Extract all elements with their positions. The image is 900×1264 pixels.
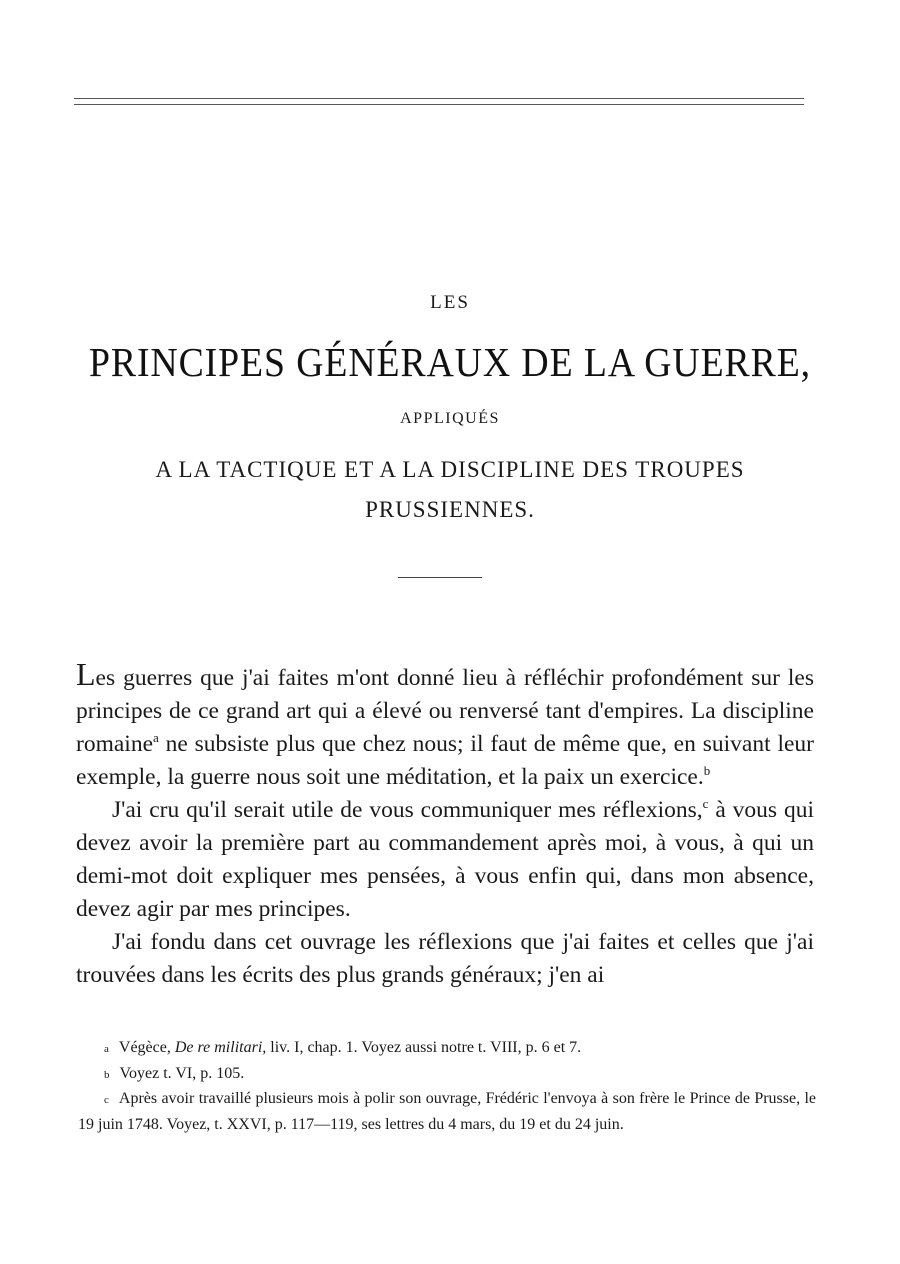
main-text (76, 658, 814, 992)
footnote-c (78, 1087, 816, 1136)
footnote-b-mark: b (104, 1068, 110, 1081)
paragraph-3-text: J'ai fondu dans cet ouvrage les réflexions que j'ai faites et celles que j'ai trouvées dans les écrits des plus grands généraux; j'en ai (76, 929, 814, 988)
paragraph-2-text-a: J'ai cru qu'il serait utile de vous communiquer mes réflexions, (112, 797, 703, 823)
paragraph-1 (76, 658, 814, 794)
paragraph-1-text-a: es guerres que j'ai faites m'ont donné lieu à réfléchir profondément sur les principes de ce grand art qui a élevé ou renversé tant d'empires. La discipline romaine (76, 665, 814, 757)
footnote-ref-b: b (703, 763, 711, 778)
footnote-a-italic-title: De re militari, (174, 1039, 267, 1056)
subtitle-line-1: A LA TACTIQUE ET A LA DISCIPLINE DES TROUPES (155, 457, 745, 482)
header-double-rule (74, 98, 804, 105)
paragraph-1-text-b: ne subsiste plus que chez nous; il faut de même que, en suivant leur exemple, la guerre nous soit une méditation, et la paix un exercice. (76, 731, 814, 790)
footnote-a-text-post: liv. I, chap. 1. Voyez aussi notre t. VIII, p. 6 et 7. (266, 1039, 582, 1056)
footnote-ref-c: c (702, 796, 709, 811)
footnote-a-mark: a (104, 1043, 109, 1055)
title-appliques: APPLIQUÉS (400, 410, 500, 427)
page-title: PRINCIPES GÉNÉRAUX DE LA GUERRE, (88, 339, 812, 385)
footnote-b (78, 1062, 816, 1088)
footnote-c-mark: c (104, 1094, 109, 1106)
title-separator-rule (398, 577, 482, 578)
paragraph-3 (76, 926, 814, 992)
drop-cap: L (76, 656, 96, 692)
footnote-b-text: Voyez t. VI, p. 105. (119, 1064, 245, 1082)
footnote-a-text-pre: Végèce, (118, 1039, 175, 1056)
subtitle-line-2: PRUSSIENNES. (365, 497, 535, 522)
title-article: LES (430, 292, 470, 313)
footnotes (78, 1036, 816, 1136)
footnote-a (78, 1036, 816, 1062)
footnote-c-text: Après avoir travaillé plusieurs mois à polir son ouvrage, Frédéric l'envoya à son frère le Prince de Prusse, le 19 juin 1748. Voyez, t. XXVI, p. 117—119, ses lettres du 4 mars, du 19 et du 24 juin. (78, 1090, 816, 1133)
footnote-ref-a: a (153, 730, 159, 745)
paragraph-2 (76, 794, 814, 926)
paragraph-2-text-b: à vous qui devez avoir la première part au commandement après moi, à vous, à qui un demi-mot doit expliquer mes pensées, à vous enfin qui, dans mon absence, devez agir par mes principes. (76, 797, 814, 922)
